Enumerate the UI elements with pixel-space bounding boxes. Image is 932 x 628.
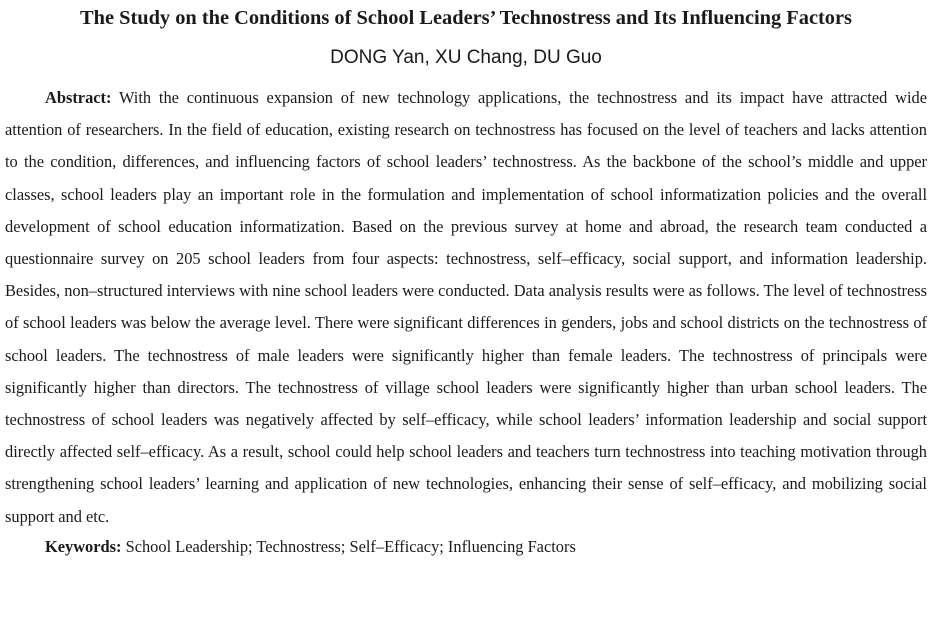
paper-title: The Study on the Conditions of School Leaders’ Technostress and Its Influencing Factors bbox=[80, 7, 852, 29]
keywords-text: School Leadership; Technostress; Self–Efficacy; Influencing Factors bbox=[125, 536, 576, 556]
abstract-label: Abstract: bbox=[45, 88, 112, 107]
paper-authors: DONG Yan, XU Chang, DU Guo bbox=[330, 47, 602, 68]
keywords-label: Keywords: bbox=[45, 536, 122, 556]
keywords-paragraph bbox=[5, 533, 927, 561]
abstract-text: With the continuous expansion of new technology applications, the technostress and its impact have attracted wide attention of researchers. In the field of education, existing research on technostress has focused on the level of teachers and lacks attention to the condition, differences, and influencing factors of school leaders’ technostress. As the backbone of the school’s middle and upper classes, school leaders play an important role in the formulation and implementation of school informatization policies and the overall development of school education informatization. Based on the previous survey at home and abroad, the research team conducted a questionnaire survey on 205 school leaders from four aspects: technostress, self–efficacy, social support, and information leadership. Besides, non–structured interviews with nine school leaders were conducted. Data analysis results were as follows. The level of technostress of school leaders was below the average level. There were significant differences in genders, jobs and school districts on the technostress of school leaders. The technostress of male leaders were significantly higher than female leaders. The technostress of principals were significantly higher than directors. The technostress of village school leaders were significantly higher than urban school leaders. The technostress of school leaders was negatively affected by self–efficacy, while school leaders’ information leadership and social support directly affected self–efficacy. As a result, school could help school leaders and teachers turn technostress into teaching motivation through strengthening school leaders’ learning and application of new technologies, enhancing their sense of self–efficacy, and mobilizing social support and etc. bbox=[5, 88, 927, 526]
abstract-paragraph bbox=[5, 82, 927, 533]
